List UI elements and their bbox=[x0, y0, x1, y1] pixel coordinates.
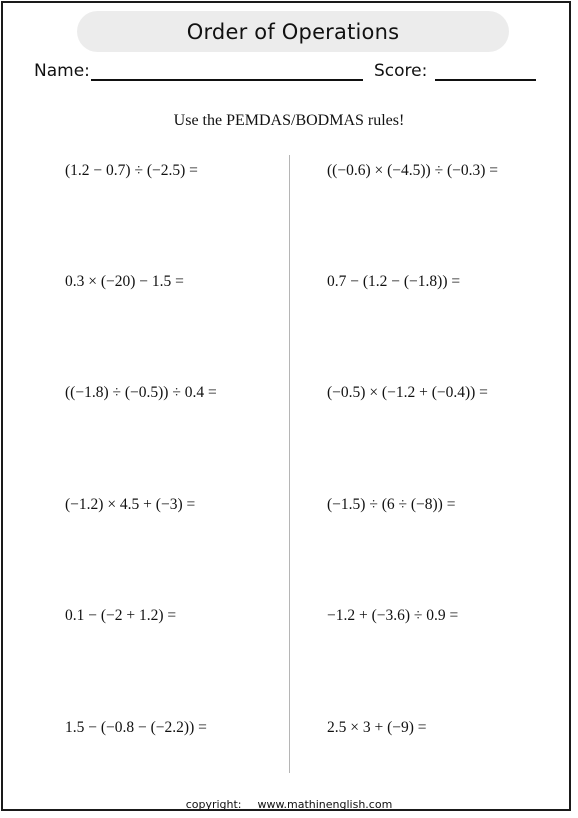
instructions-text: Use the PEMDAS/BODMAS rules! bbox=[173, 112, 405, 129]
worksheet-title: Order of Operations bbox=[186, 19, 400, 44]
problem-left-4: (−1.2) × 4.5 + (−3) = bbox=[65, 496, 196, 513]
name-label: Name: bbox=[34, 61, 90, 81]
problem-right-4: (−1.5) ÷ (6 ÷ (−8)) = bbox=[327, 496, 456, 513]
footer bbox=[0, 798, 578, 811]
column-divider bbox=[289, 155, 290, 773]
title-banner bbox=[77, 11, 509, 52]
name-field[interactable] bbox=[91, 79, 363, 81]
score-label: Score: bbox=[374, 61, 428, 81]
problem-left-6: 1.5 − (−0.8 − (−2.2)) = bbox=[65, 719, 207, 736]
website-link[interactable]: www.mathinenglish.com bbox=[257, 798, 393, 811]
problem-left-2: 0.3 × (−20) − 1.5 = bbox=[65, 273, 184, 290]
score-field[interactable] bbox=[435, 79, 536, 81]
problem-right-3: (−0.5) × (−1.2 + (−0.4)) = bbox=[327, 384, 488, 401]
problem-right-5: −1.2 + (−3.6) ÷ 0.9 = bbox=[327, 607, 459, 624]
problem-left-1: (1.2 − 0.7) ÷ (−2.5) = bbox=[65, 162, 198, 179]
problem-right-1: ((−0.6) × (−4.5)) ÷ (−0.3) = bbox=[327, 162, 499, 179]
problem-right-2: 0.7 − (1.2 − (−1.8)) = bbox=[327, 273, 461, 290]
problem-left-3: ((−1.8) ÷ (−0.5)) ÷ 0.4 = bbox=[65, 384, 217, 401]
copyright-label: copyright: bbox=[185, 798, 242, 811]
problem-left-5: 0.1 − (−2 + 1.2) = bbox=[65, 607, 177, 624]
problem-right-6: 2.5 × 3 + (−9) = bbox=[327, 719, 427, 736]
